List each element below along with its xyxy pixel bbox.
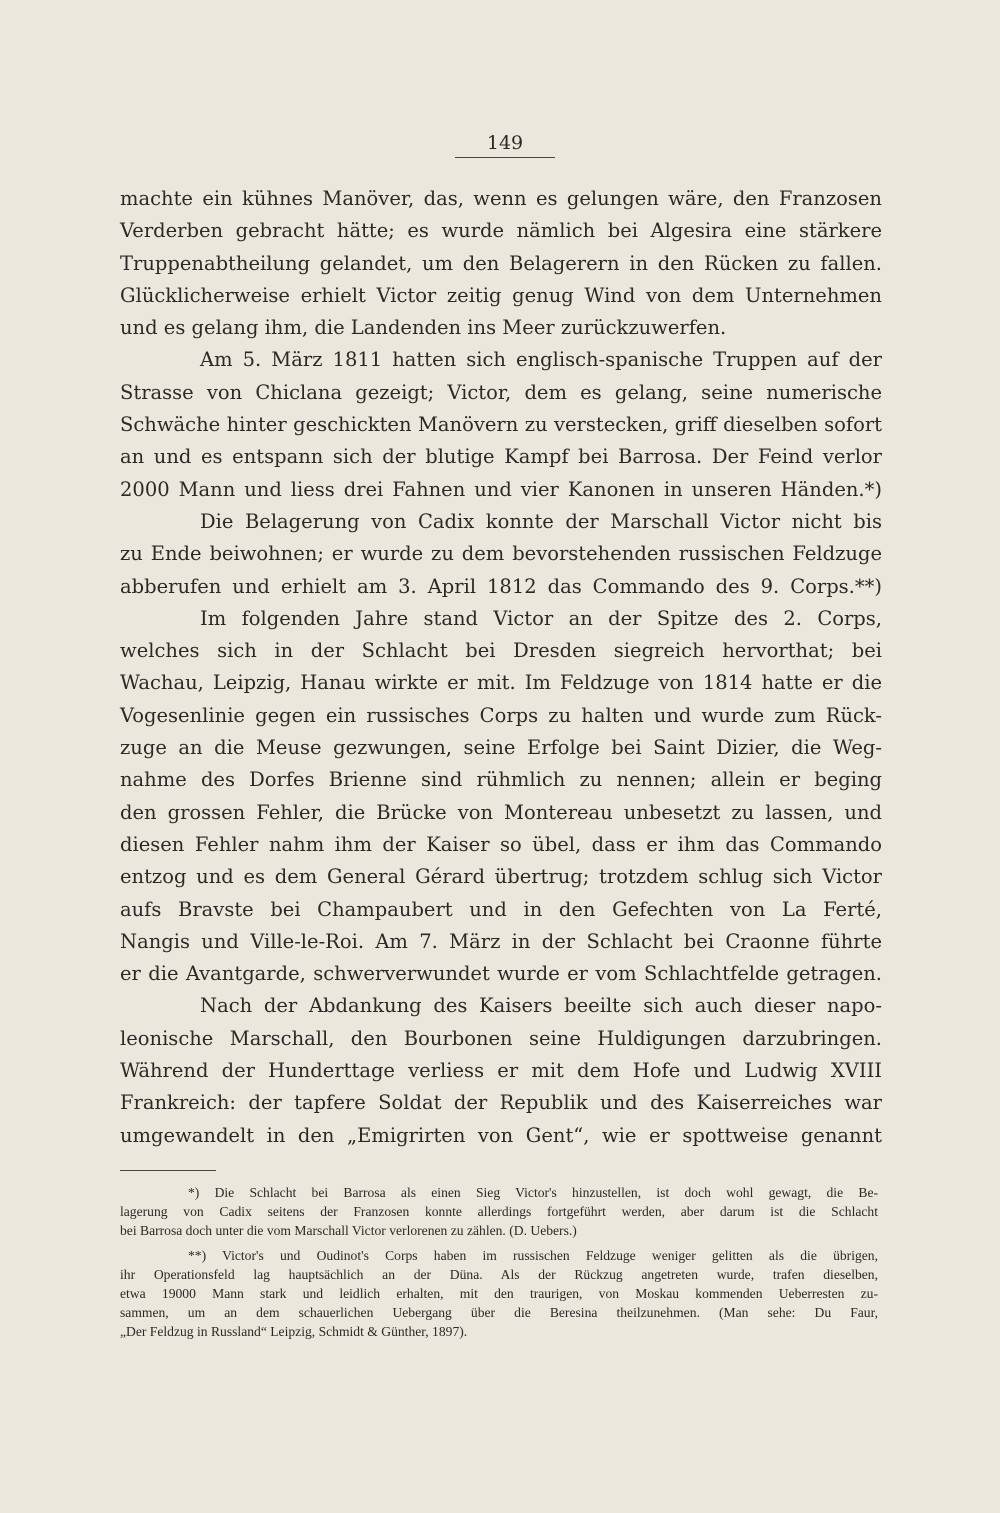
text-line: Am 5. März 1811 hatten sich englisch-spanische Truppen auf der (200, 348, 882, 372)
footnotes (120, 1183, 878, 1342)
paragraph (120, 183, 882, 344)
paragraph (120, 506, 882, 603)
text-line: zu Ende beiwohnen; er wurde zu dem bevorstehenden russischen Feldzuge (120, 542, 882, 566)
text-line: Nach der Abdankung des Kaisers beeilte sich auch dieser napo- (200, 994, 882, 1018)
text-line: er die Avantgarde, schwerverwundet wurde er vom Schlachtfelde getragen. (120, 962, 882, 986)
footnote (120, 1246, 878, 1342)
text-line: entzog und es dem General Gérard übertrug; trotzdem schlug sich Victor (120, 865, 882, 889)
text-line: Truppenabtheilung gelandet, um den Belagerern in den Rücken zu fallen. (120, 251, 882, 275)
text-line: Vogesenlinie gegen ein russisches Corps zu halten und wurde zum Rück- (120, 703, 882, 727)
page-number-rule (455, 157, 555, 158)
text-line: Die Belagerung von Cadix konnte der Marschall Victor nicht bis (200, 509, 882, 533)
text-line: Während der Hunderttage verliess er mit dem Hofe und Ludwig XVIII (120, 1059, 882, 1083)
text-line: diesen Fehler nahm ihm der Kaiser so übel, dass er ihm das Commando (120, 832, 882, 856)
text-line: Verderben gebracht hätte; es wurde nämlich bei Algesira eine stärkere (120, 219, 882, 243)
text-line: umgewandelt in den „Emigrirten von Gent“, wie er spottweise genannt (120, 1123, 882, 1147)
footnote-rule (120, 1170, 216, 1171)
text-line: abberufen und erhielt am 3. April 1812 das Commando des 9. Corps.**) (120, 574, 882, 598)
text-line: Glücklicherweise erhielt Victor zeitig genug Wind von dem Unternehmen (120, 283, 882, 307)
paragraph (120, 603, 882, 991)
footnote-line: bei Barrosa doch unter die vom Marschall Victor verlorenen zu zählen. (D. Uebers.) (120, 1223, 577, 1239)
footnote (120, 1183, 878, 1241)
text-line: nahme des Dorfes Brienne sind rühmlich zu nennen; allein er beging (120, 768, 882, 792)
text-line: leonische Marschall, den Bourbonen seine Huldigungen darzubringen. (120, 1026, 882, 1050)
text-line: welches sich in der Schlacht bei Dresden siegreich hervorthat; bei (120, 639, 882, 663)
text-line: an und es entspann sich der blutige Kampf bei Barrosa. Der Feind verlor (120, 445, 882, 469)
text-line: machte ein kühnes Manöver, das, wenn es gelungen wäre, den Franzosen (120, 187, 882, 210)
footnote-line: sammen, um an dem schauerlichen Uebergang über die Beresina theilzunehmen. (Man sehe: Du Faur, (120, 1305, 878, 1321)
footnote-line: ihr Operationsfeld lag hauptsächlich an der Düna. Als der Rückzug angetreten wurde, trafen dieselben, (120, 1266, 878, 1282)
paragraph (120, 990, 882, 1151)
text-line: Strasse von Chiclana gezeigt; Victor, dem es gelang, seine numerische (120, 380, 882, 404)
footnote-line: lagerung von Cadix seitens der Franzosen konnte allerdings fortgeführt werden, aber darum ist die Schlacht (120, 1204, 878, 1220)
text-line: Wachau, Leipzig, Hanau wirkte er mit. Im Feldzuge von 1814 hatte er die (120, 671, 882, 695)
text-line: aufs Bravste bei Champaubert und in den Gefechten von La Ferté, (120, 897, 882, 921)
text-line: und es gelang ihm, die Landenden ins Meer zurückzuwerfen. (120, 316, 727, 340)
text-line: zuge an die Meuse gezwungen, seine Erfolge bei Saint Dizier, die Weg- (120, 736, 882, 760)
page-number: 149 (486, 132, 524, 154)
text-line: Nangis und Ville-le-Roi. Am 7. März in der Schlacht bei Craonne führte (120, 929, 882, 953)
text-line: 2000 Mann und liess drei Fahnen und vier Kanonen in unseren Händen.*) (120, 477, 882, 501)
footnote-line: **) Victor's und Oudinot's Corps haben im russischen Feldzuge weniger gelitten als die übrigen, (188, 1247, 878, 1263)
footnote-line: „Der Feldzug in Russland“ Leipzig, Schmidt & Günther, 1897). (120, 1324, 468, 1340)
footnote-line: etwa 19000 Mann stark und leidlich erhalten, mit den traurigen, von Moskau kommenden Ueberresten zu- (120, 1285, 878, 1301)
paragraph (120, 344, 882, 505)
text-line: Frankreich: der tapfere Soldat der Republik und des Kaiserreiches war (120, 1091, 882, 1115)
body-text (120, 183, 882, 1152)
text-line: den grossen Fehler, die Brücke von Montereau unbesetzt zu lassen, und (120, 800, 882, 824)
footnote-line: *) Die Schlacht bei Barrosa als einen Sieg Victor's hinzustellen, ist doch wohl gewagt, die Be- (188, 1185, 878, 1200)
text-line: Schwäche hinter geschickten Manövern zu verstecken, griff dieselben sofort (120, 413, 882, 437)
text-line: Im folgenden Jahre stand Victor an der Spitze des 2. Corps, (200, 606, 882, 630)
